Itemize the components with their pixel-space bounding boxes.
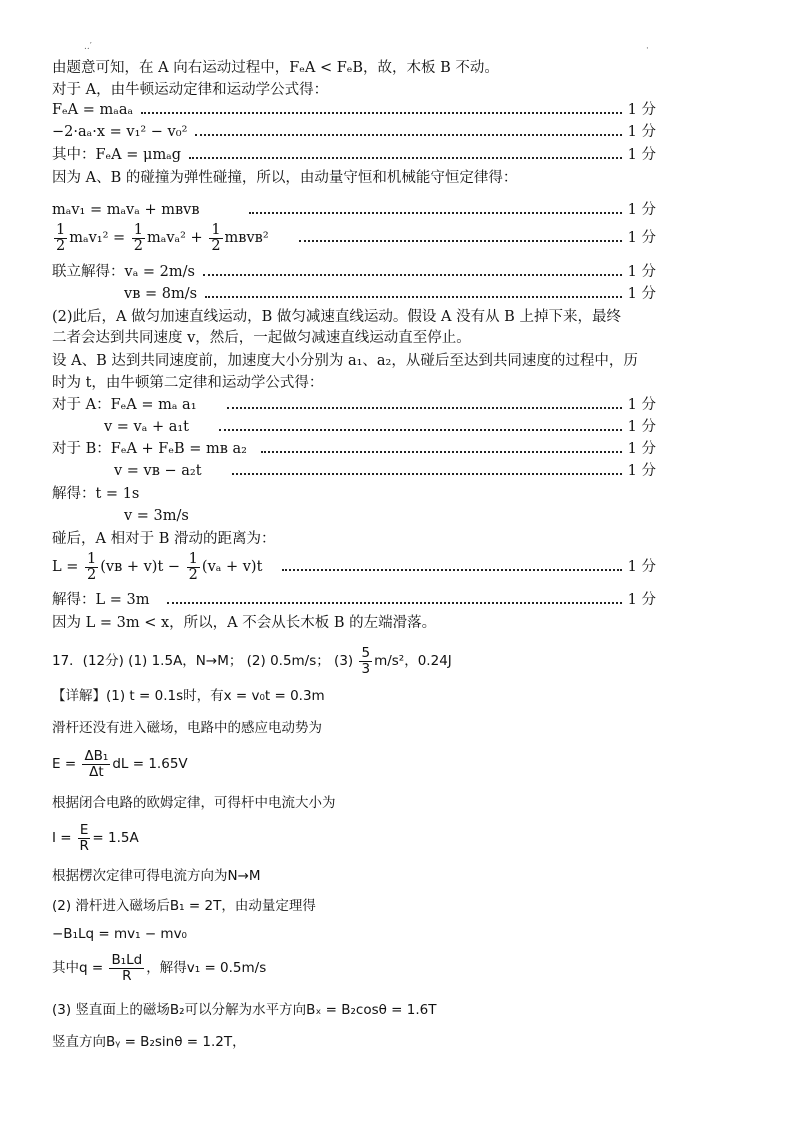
- equation: 其中：FₑA = μmₐg: [52, 147, 182, 163]
- equation-row: [52, 439, 656, 459]
- text-line: 时为 t，由牛顿第二定律和运动学公式得：: [52, 375, 324, 391]
- text-line: 根据闭合电路的欧姆定律，可得杆中电流大小为: [52, 795, 336, 811]
- text-line: (2)此后，A 做匀加速直线运动，B 做匀减速直线运动。假设 A 没有从 B 上掉下来，最终: [52, 309, 621, 325]
- equation: v = vₐ + a₁t: [104, 419, 189, 435]
- question-header: 17．(12分) (1) 1.5A，N→M； (2) 0.5m/s； (3) $\frac{5}{3}$ m/s²，0.24J: [52, 644, 452, 677]
- score-label: 1 分: [627, 147, 656, 163]
- equation-row: [52, 145, 656, 165]
- text-line: 碰后，A 相对于 B 滑动的距离为：: [52, 531, 276, 547]
- score-label: 1 分: [627, 592, 656, 608]
- text-line: 其中q = $\frac{\text{B₁Ld}}{R}$ ，解得v₁ = 0.5m/s: [52, 951, 267, 984]
- score-label: 1 分: [627, 463, 656, 479]
- text-line: 竖直方向Bᵧ = B₂sinθ = 1.2T，: [52, 1034, 246, 1050]
- text-line: 对于 A，由牛顿运动定律和运动学公式得：: [52, 82, 329, 98]
- text-line: 设 A、B 达到共同速度前，加速度大小分别为 a₁、a₂，从碰后至达到共同速度的过程中，历: [52, 353, 638, 369]
- text-line: (3) 竖直面上的磁场B₂可以分解为水平方向Bₓ = B₂cosθ = 1.6T: [52, 1002, 437, 1018]
- equation: vʙ = 8m/s: [124, 286, 198, 302]
- equation: 对于 B：FₑA + FₑB = mʙ a₂: [52, 441, 247, 457]
- equation-row: [52, 550, 656, 585]
- equation-row: [52, 222, 656, 256]
- score-label: 1 分: [627, 397, 656, 413]
- text-line: 因为 A、B 的碰撞为弹性碰撞，所以，由动量守恒和机械能守恒定律得：: [52, 170, 518, 186]
- equation: −B₁Lq = mv₁ − mv₀: [52, 926, 187, 942]
- equation-row: [104, 417, 656, 437]
- equation: 对于 A：FₑA = mₐ a₁: [52, 397, 197, 413]
- score-label: 1 分: [627, 559, 656, 575]
- equation: −2·aₐ·x = v₁² − v₀²: [52, 124, 188, 140]
- equation: L = $\frac{1}{2}$ (vʙ + v)t − $\frac{1}{2}$ (vₐ + v)t: [52, 550, 263, 583]
- score-label: 1 分: [627, 441, 656, 457]
- score-label: 1 分: [627, 124, 656, 140]
- text-line: 解得：t = 1s: [52, 486, 140, 502]
- text-line: 二者会达到共同速度 v，然后，一起做匀减速直线运动直至停止。: [52, 330, 471, 346]
- equation-row: [52, 200, 656, 220]
- text-line: v = 3m/s: [124, 508, 189, 524]
- equation-row: [52, 262, 656, 282]
- text-line: 滑杆还没有进入磁场，电路中的感应电动势为: [52, 720, 322, 736]
- score-label: 1 分: [627, 419, 656, 435]
- equation: 解得：L = 3m: [52, 592, 150, 608]
- equation-row: [52, 590, 656, 610]
- equation-row: [52, 100, 656, 120]
- text-line: (2) 滑杆进入磁场后B₁ = 2T，由动量定理得: [52, 898, 316, 914]
- score-label: 1 分: [627, 202, 656, 218]
- equation: 联立解得：vₐ = 2m/s: [52, 264, 195, 280]
- text-line: 由题意可知，在 A 向右运动过程中，FₑA < FₑB，故，木板 B 不动。: [52, 60, 499, 76]
- equation: mₐv₁ = mₐvₐ + mʙvʙ: [52, 202, 200, 218]
- equation: E = $\frac{\text{ΔB₁}}{\Delta t}$ dL = 1.65V: [52, 747, 188, 780]
- score-label: 1 分: [627, 286, 656, 302]
- equation: v = vʙ − a₂t: [114, 463, 202, 479]
- top-fragment: ..′: [84, 42, 92, 52]
- equation-row: [124, 284, 656, 304]
- equation: I = $\frac{E}{R}$ = 1.5A: [52, 821, 139, 854]
- score-label: 1 分: [627, 264, 656, 280]
- text-line: 因为 L = 3m < x，所以，A 不会从长木板 B 的左端滑落。: [52, 615, 437, 631]
- score-label: 1 分: [627, 102, 656, 118]
- equation: FₑA = mₐaₐ: [52, 102, 134, 118]
- detail-heading: 【详解】(1) t = 0.1s时，有x = v₀t = 0.3m: [52, 688, 325, 704]
- text-line: 根据楞次定律可得电流方向为N→M: [52, 868, 261, 884]
- equation-row: [52, 395, 656, 415]
- score-label: 1 分: [627, 230, 656, 246]
- corner-mark: ·: [646, 44, 649, 54]
- equation-row: [114, 461, 656, 481]
- equation-row: [52, 122, 656, 142]
- equation: $\frac{1}{2}$ mₐv₁² = $\frac{1}{2}$ mₐvₐ² + $\frac{1}{2}$ mʙvʙ²: [56, 221, 269, 254]
